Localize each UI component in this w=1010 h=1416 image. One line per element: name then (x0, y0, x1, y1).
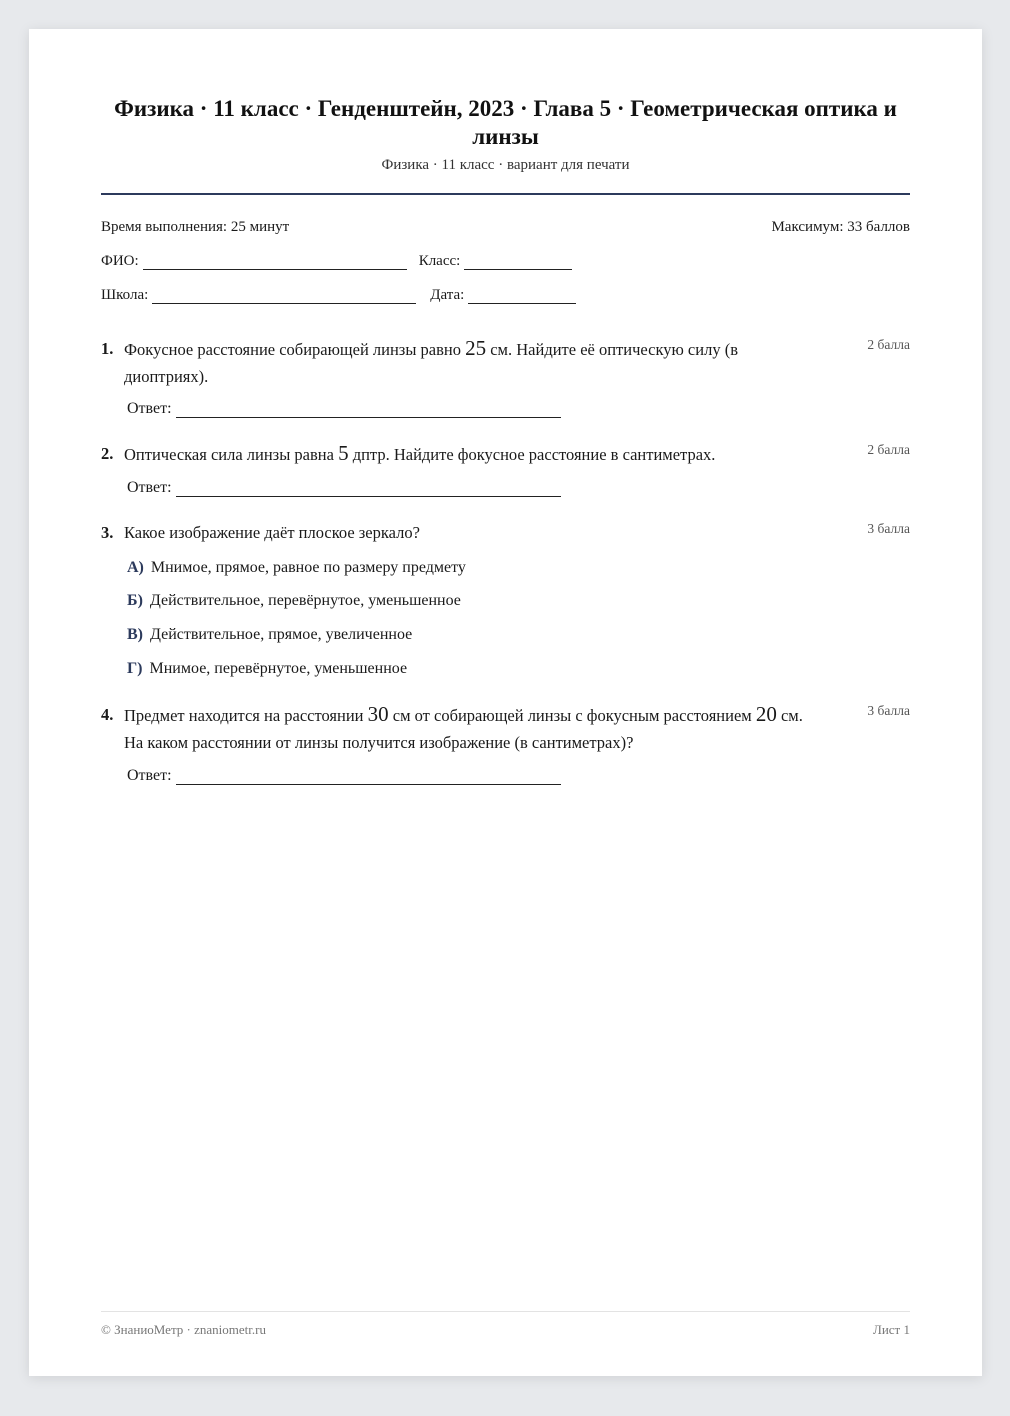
answer-field[interactable] (176, 402, 561, 418)
page-subtitle: Физика · 11 класс · вариант для печати (381, 157, 630, 173)
page-number: Лист 1 (873, 1322, 910, 1337)
answer-2 (127, 479, 561, 497)
answer-1 (127, 400, 561, 418)
option-b[interactable] (127, 592, 461, 610)
question-text: Какое изображение даёт плоское зеркало? (124, 523, 420, 542)
header-divider (101, 193, 910, 195)
question-points: 3 балла (867, 703, 910, 718)
option-text: Мнимое, прямое, равное по размеру предмету (150, 559, 466, 576)
answer-field[interactable] (176, 481, 561, 497)
question-number: 2. (101, 444, 114, 463)
answer-label: Ответ: (127, 767, 172, 784)
fio-field[interactable] (143, 254, 407, 270)
option-letter: Г) (127, 660, 143, 677)
option-text: Действительное, прямое, увеличенное (150, 626, 413, 643)
option-letter: А) (127, 559, 144, 576)
worksheet-page (29, 29, 982, 1376)
question-2 (101, 440, 910, 468)
question-number: 3. (101, 523, 114, 542)
class-label: Класс: (418, 253, 461, 269)
answer-label: Ответ: (127, 479, 172, 496)
fio-label: ФИО: (101, 253, 139, 269)
option-a[interactable] (127, 559, 466, 577)
copyright: © ЗнаниоМетр · znaniometr.ru (101, 1322, 266, 1337)
school-date-row (101, 287, 576, 304)
school-label: Школа: (101, 287, 149, 303)
question-text: Фокусное расстояние собирающей линзы равно 25 см. Найдите её оптическую силу (в диоптриях). (124, 336, 738, 386)
question-number: 4. (101, 705, 114, 724)
answer-field[interactable] (176, 769, 561, 785)
school-field[interactable] (152, 288, 416, 304)
question-text: Предмет находится на расстоянии 30 см от собирающей линзы с фокусным расстоянием 20 см. На каком расстоянии от линзы получится изображение (в сантиметрах)? (124, 702, 803, 752)
option-c[interactable] (127, 626, 412, 644)
time-limit: Время выполнения: 25 минут (101, 219, 290, 235)
question-1 (101, 335, 910, 390)
option-text: Действительное, перевёрнутое, уменьшенное (149, 592, 461, 609)
option-letter: Б) (127, 592, 143, 609)
question-points: 2 балла (867, 442, 910, 457)
page-title: Физика · 11 класс · Генденштейн, 2023 · Глава 5 · Геометрическая оптика и линзы (114, 96, 897, 149)
footer-divider (101, 1311, 910, 1312)
date-label: Дата: (430, 287, 465, 303)
date-field[interactable] (468, 288, 576, 304)
question-4 (101, 701, 910, 756)
class-field[interactable] (464, 254, 572, 270)
question-points: 3 балла (867, 521, 910, 536)
answer-4 (127, 767, 561, 785)
question-number: 1. (101, 339, 114, 358)
option-letter: В) (127, 626, 143, 643)
question-points: 2 балла (867, 337, 910, 352)
answer-label: Ответ: (127, 400, 172, 417)
meta-row (101, 219, 910, 236)
max-score: Максимум: 33 баллов (771, 219, 910, 235)
option-text: Мнимое, перевёрнутое, уменьшенное (149, 660, 408, 677)
question-3 (101, 519, 910, 546)
page-footer (101, 1322, 910, 1338)
question-text: Оптическая сила линзы равна 5 дптр. Найдите фокусное расстояние в сантиметрах. (124, 441, 716, 465)
fio-class-row (101, 253, 572, 270)
option-d[interactable] (127, 660, 407, 678)
